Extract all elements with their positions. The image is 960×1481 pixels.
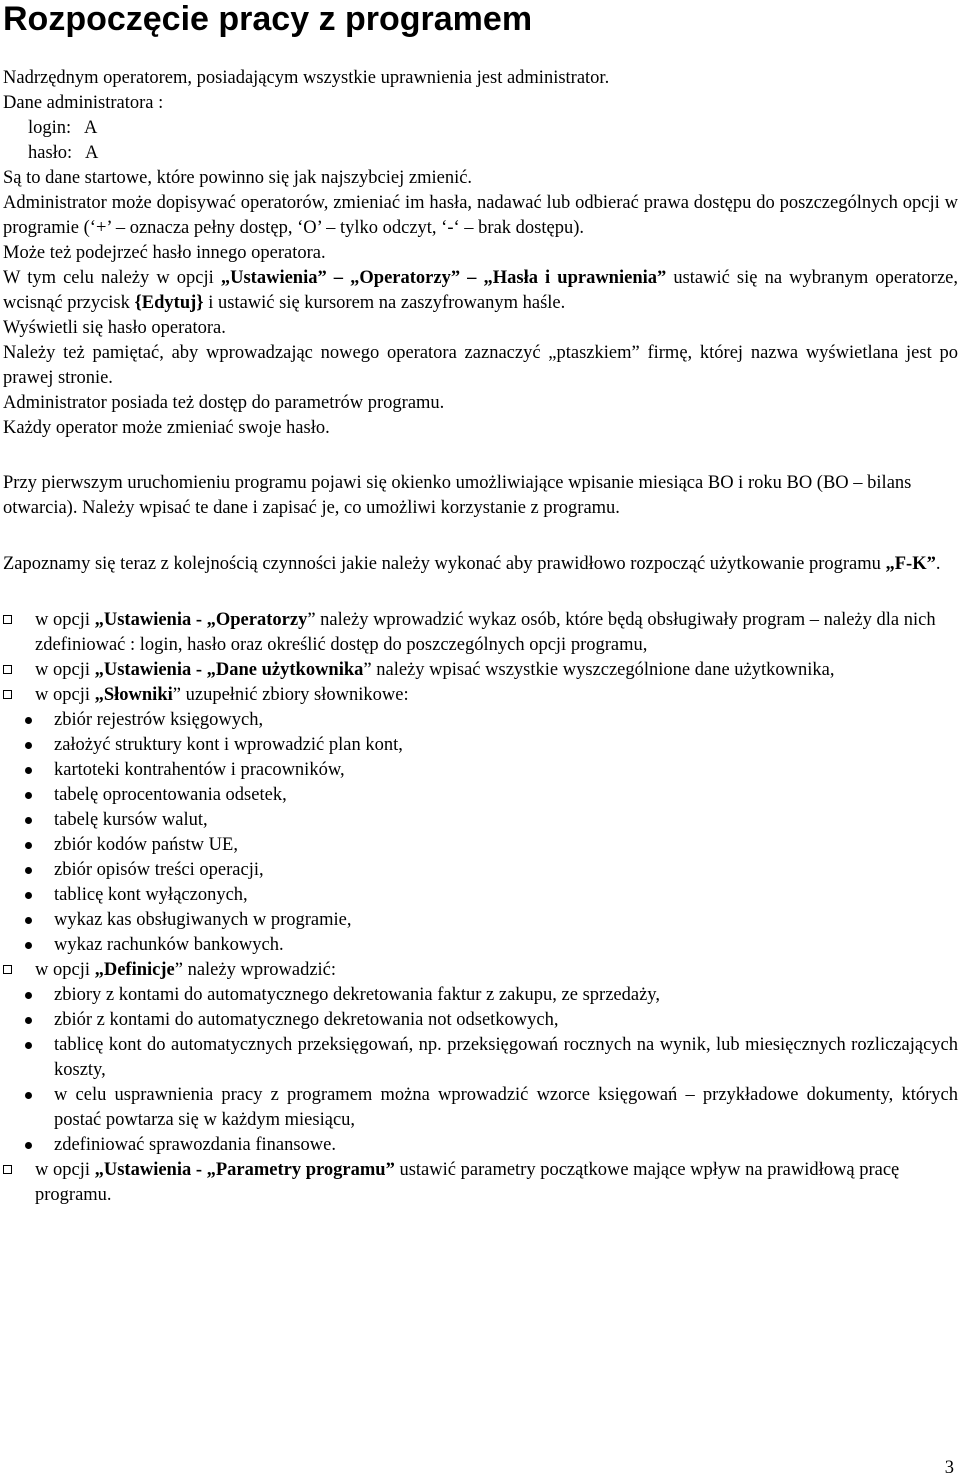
l6e: i ustawić się kursorem na zaszyfrowanym haśle. <box>203 293 566 313</box>
bullet-icon <box>25 792 32 799</box>
page-number: 3 <box>944 1458 954 1478</box>
list-item <box>3 908 958 933</box>
dictionaries-list <box>3 708 958 958</box>
list-item-text: tabelę oprocentowania odsetek, <box>54 785 287 805</box>
list-item <box>3 883 958 908</box>
menu-path-passwords: „Ustawienia” – „Operatorzy” – „Hasła i uprawnienia” <box>220 268 667 288</box>
list-item-text: wykaz kas obsługiwanych w programie, <box>54 910 352 930</box>
checkbox-bullet-icon <box>3 615 12 624</box>
checkbox-bullet-icon <box>3 1165 12 1174</box>
list-item <box>3 1008 958 1033</box>
list-item-text: wykaz rachunków bankowych. <box>54 935 284 955</box>
list-item <box>3 933 958 958</box>
s1b: „Ustawienia - „Operatorzy <box>94 610 308 630</box>
admin-password: hasło: A <box>28 143 99 163</box>
page-title: Rozpoczęcie pracy z programem <box>3 0 533 38</box>
bullet-icon <box>25 892 32 899</box>
list-item <box>3 783 958 808</box>
intro-line-10: Każdy operator może zmieniać swoje hasło. <box>3 418 330 438</box>
checkbox-bullet-icon <box>3 690 12 699</box>
intro-line-7: Wyświetli się hasło operatora. <box>3 318 226 338</box>
list-item-text: w celu usprawnienia pracy z programem można wprowadzić wzorce księgowań – przykładowe dokumenty, których postać powtarza się w każdym miesiącu, <box>54 1085 958 1130</box>
bullet-icon <box>25 817 32 824</box>
list-item-text: zbiór rejestrów księgowych, <box>54 710 264 730</box>
s3c: ” uzupełnić zbiory słownikowe: <box>172 685 409 705</box>
step-operators <box>3 608 958 658</box>
list-item-text: zbiór z kontami do automatycznego dekretowania not odsetkowych, <box>54 1010 559 1030</box>
step-parameters <box>3 1158 958 1208</box>
intro-line-2: Dane administratora : <box>3 93 164 113</box>
checkbox-bullet-icon <box>3 665 12 674</box>
list-item-text: tablicę kont wyłączonych, <box>54 885 248 905</box>
step-dictionaries <box>3 683 958 708</box>
list-item-text: tabelę kursów walut, <box>54 810 208 830</box>
bullet-icon <box>25 1142 32 1149</box>
list-item-text: kartoteki kontrahentów i pracowników, <box>54 760 345 780</box>
paragraph-bo: Przy pierwszym uruchomieniu programu pojawi się okienko umożliwiające wpisanie miesiąca BO i roku BO (BO – bilans otwarcia). Należy wpisać te dane i zapisać je, co umożliwi korzystanie z programu. <box>3 473 912 518</box>
s3a: w opcji <box>35 685 95 705</box>
step-definitions <box>3 958 958 983</box>
intro-section <box>3 66 958 441</box>
bullet-icon <box>25 742 32 749</box>
step-user-data <box>3 658 958 683</box>
list-item <box>3 708 958 733</box>
s4a: w opcji <box>35 960 95 980</box>
bullet-icon <box>25 1017 32 1024</box>
list-item <box>3 1083 958 1133</box>
bullet-icon <box>25 867 32 874</box>
s4c: ” należy wprowadzić: <box>174 960 337 980</box>
bullet-icon <box>25 992 32 999</box>
intro-line-9: Administrator posiada też dostęp do parametrów programu. <box>3 393 445 413</box>
s4b: „Definicje <box>94 960 175 980</box>
bullet-icon <box>25 842 32 849</box>
s2b: „Ustawienia - „Dane użytkownika <box>94 660 364 680</box>
document-page <box>3 0 958 1208</box>
bullet-icon <box>25 1092 32 1099</box>
list-item <box>3 858 958 883</box>
bullet-icon <box>25 917 32 924</box>
list-item-text: zbiór kodów państw UE, <box>54 835 238 855</box>
intro-line-3: Są to dane startowe, które powinno się jak najszybciej zmienić. <box>3 168 473 188</box>
list-item <box>3 1033 958 1083</box>
list-item <box>3 833 958 858</box>
p3a: Zapoznamy się teraz z kolejnością czynności jakie należy wykonać aby prawidłowo rozpocząć użytkowanie programu <box>3 554 886 574</box>
bullet-icon <box>25 1042 32 1049</box>
edit-key: {Edytuj} <box>134 293 204 313</box>
list-item <box>3 758 958 783</box>
list-item <box>3 808 958 833</box>
list-item <box>3 983 958 1008</box>
list-item-text: zbiór opisów treści operacji, <box>54 860 264 880</box>
admin-login: login: A <box>28 118 98 138</box>
s3b: „Słowniki <box>94 685 173 705</box>
l6a: W tym celu należy w opcji <box>3 268 221 288</box>
s5c: ustawić parametry początkowe mające wpływ na prawidłową pracę programu. <box>35 1160 900 1205</box>
intro-line-1: Nadrzędnym operatorem, posiadającym wszystkie uprawnienia jest administrator. <box>3 68 610 88</box>
l6c: ustawić się na wybranym operatorze, wcisnąć przycisk <box>3 268 958 313</box>
list-item <box>3 733 958 758</box>
s2c: ” należy wpisać wszystkie wyszczególnione dane użytkownika, <box>363 660 835 680</box>
steps-list <box>3 608 958 1208</box>
bullet-icon <box>25 767 32 774</box>
program-name: „F-K” <box>885 554 936 574</box>
definitions-list <box>3 983 958 1158</box>
s5b: „Ustawienia - „Parametry programu” <box>94 1160 395 1180</box>
s5a: w opcji <box>35 1160 95 1180</box>
list-item-text: zdefiniować sprawozdania finansowe. <box>54 1135 337 1155</box>
list-item-text: założyć struktury kont i wprowadzić plan kont, <box>54 735 403 755</box>
intro-line-6 <box>3 266 958 316</box>
intro-line-5: Może też podejrzeć hasło innego operatora. <box>3 243 326 263</box>
checkbox-bullet-icon <box>3 965 12 974</box>
list-item <box>3 1133 958 1158</box>
list-item-text: zbiory z kontami do automatycznego dekretowania faktur z zakupu, ze sprzedaży, <box>54 985 660 1005</box>
intro-line-8: Należy też pamiętać, aby wprowadzając nowego operatora zaznaczyć „ptaszkiem” firmę, której nazwa wyświetlana jest po prawej stronie. <box>3 343 958 388</box>
bullet-icon <box>25 717 32 724</box>
paragraph-sequence <box>3 552 958 577</box>
s1c: ” należy wprowadzić wykaz osób, które będą obsługiwały program – należy dla nich zdefiniować : login, hasło oraz określić dostęp do poszczególnych opcji programu, <box>35 610 936 655</box>
list-item-text: tablicę kont do automatycznych przeksięgowań, np. przeksięgowań rocznych na wynik, lub miesięcznych rozliczających koszty, <box>54 1035 958 1080</box>
s1a: w opcji <box>35 610 95 630</box>
bullet-icon <box>25 942 32 949</box>
s2a: w opcji <box>35 660 95 680</box>
intro-line-4: Administrator może dopisywać operatorów, zmieniać im hasła, nadawać lub odbierać prawa dostępu do poszczególnych opcji w programie (‘+’ – oznacza pełny dostęp, ‘O’ – tylko odczyt, ‘-‘ – brak dostępu). <box>3 193 958 238</box>
p3c: . <box>935 554 941 574</box>
